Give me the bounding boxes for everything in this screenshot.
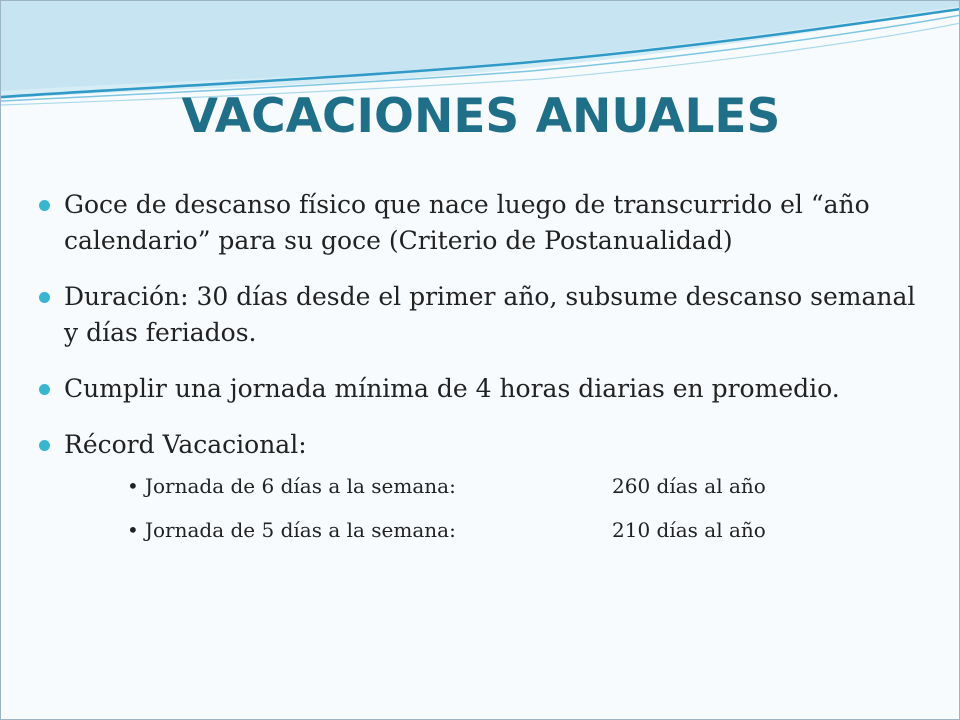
bullet-text: Cumplir una jornada mínima de 4 horas diarias en promedio. (64, 374, 840, 403)
bullet-dot-icon (39, 384, 50, 395)
bullet-dot-icon (39, 200, 50, 211)
sub-bullet-marker: • (127, 474, 139, 498)
bullet-text: Duración: 30 días desde el primer año, subsume descanso semanal y días feriados. (64, 282, 916, 347)
bullet-text: Récord Vacacional: (64, 430, 307, 459)
sub-item (39, 471, 937, 501)
sub-item-label: Jornada de 6 días a la semana: (145, 474, 456, 498)
sub-item (39, 515, 937, 545)
sub-bullet-marker: • (127, 518, 139, 542)
bullet-text: Goce de descanso físico que nace luego de transcurrido el “año calendario” para su goce (Criterio de Postanualidad) (64, 190, 870, 255)
bullet-item (39, 427, 937, 463)
bullet-dot-icon (39, 440, 50, 451)
sub-item-value: 260 días al año (612, 474, 766, 498)
bullet-item (39, 187, 937, 259)
sub-item-label: Jornada de 5 días a la semana: (145, 518, 456, 542)
bullet-item (39, 371, 937, 407)
content-body (39, 187, 937, 559)
bullet-dot-icon (39, 292, 50, 303)
bullet-item (39, 279, 937, 351)
sub-item-value: 210 días al año (612, 518, 766, 542)
page-title: VACACIONES ANUALES (181, 89, 781, 144)
